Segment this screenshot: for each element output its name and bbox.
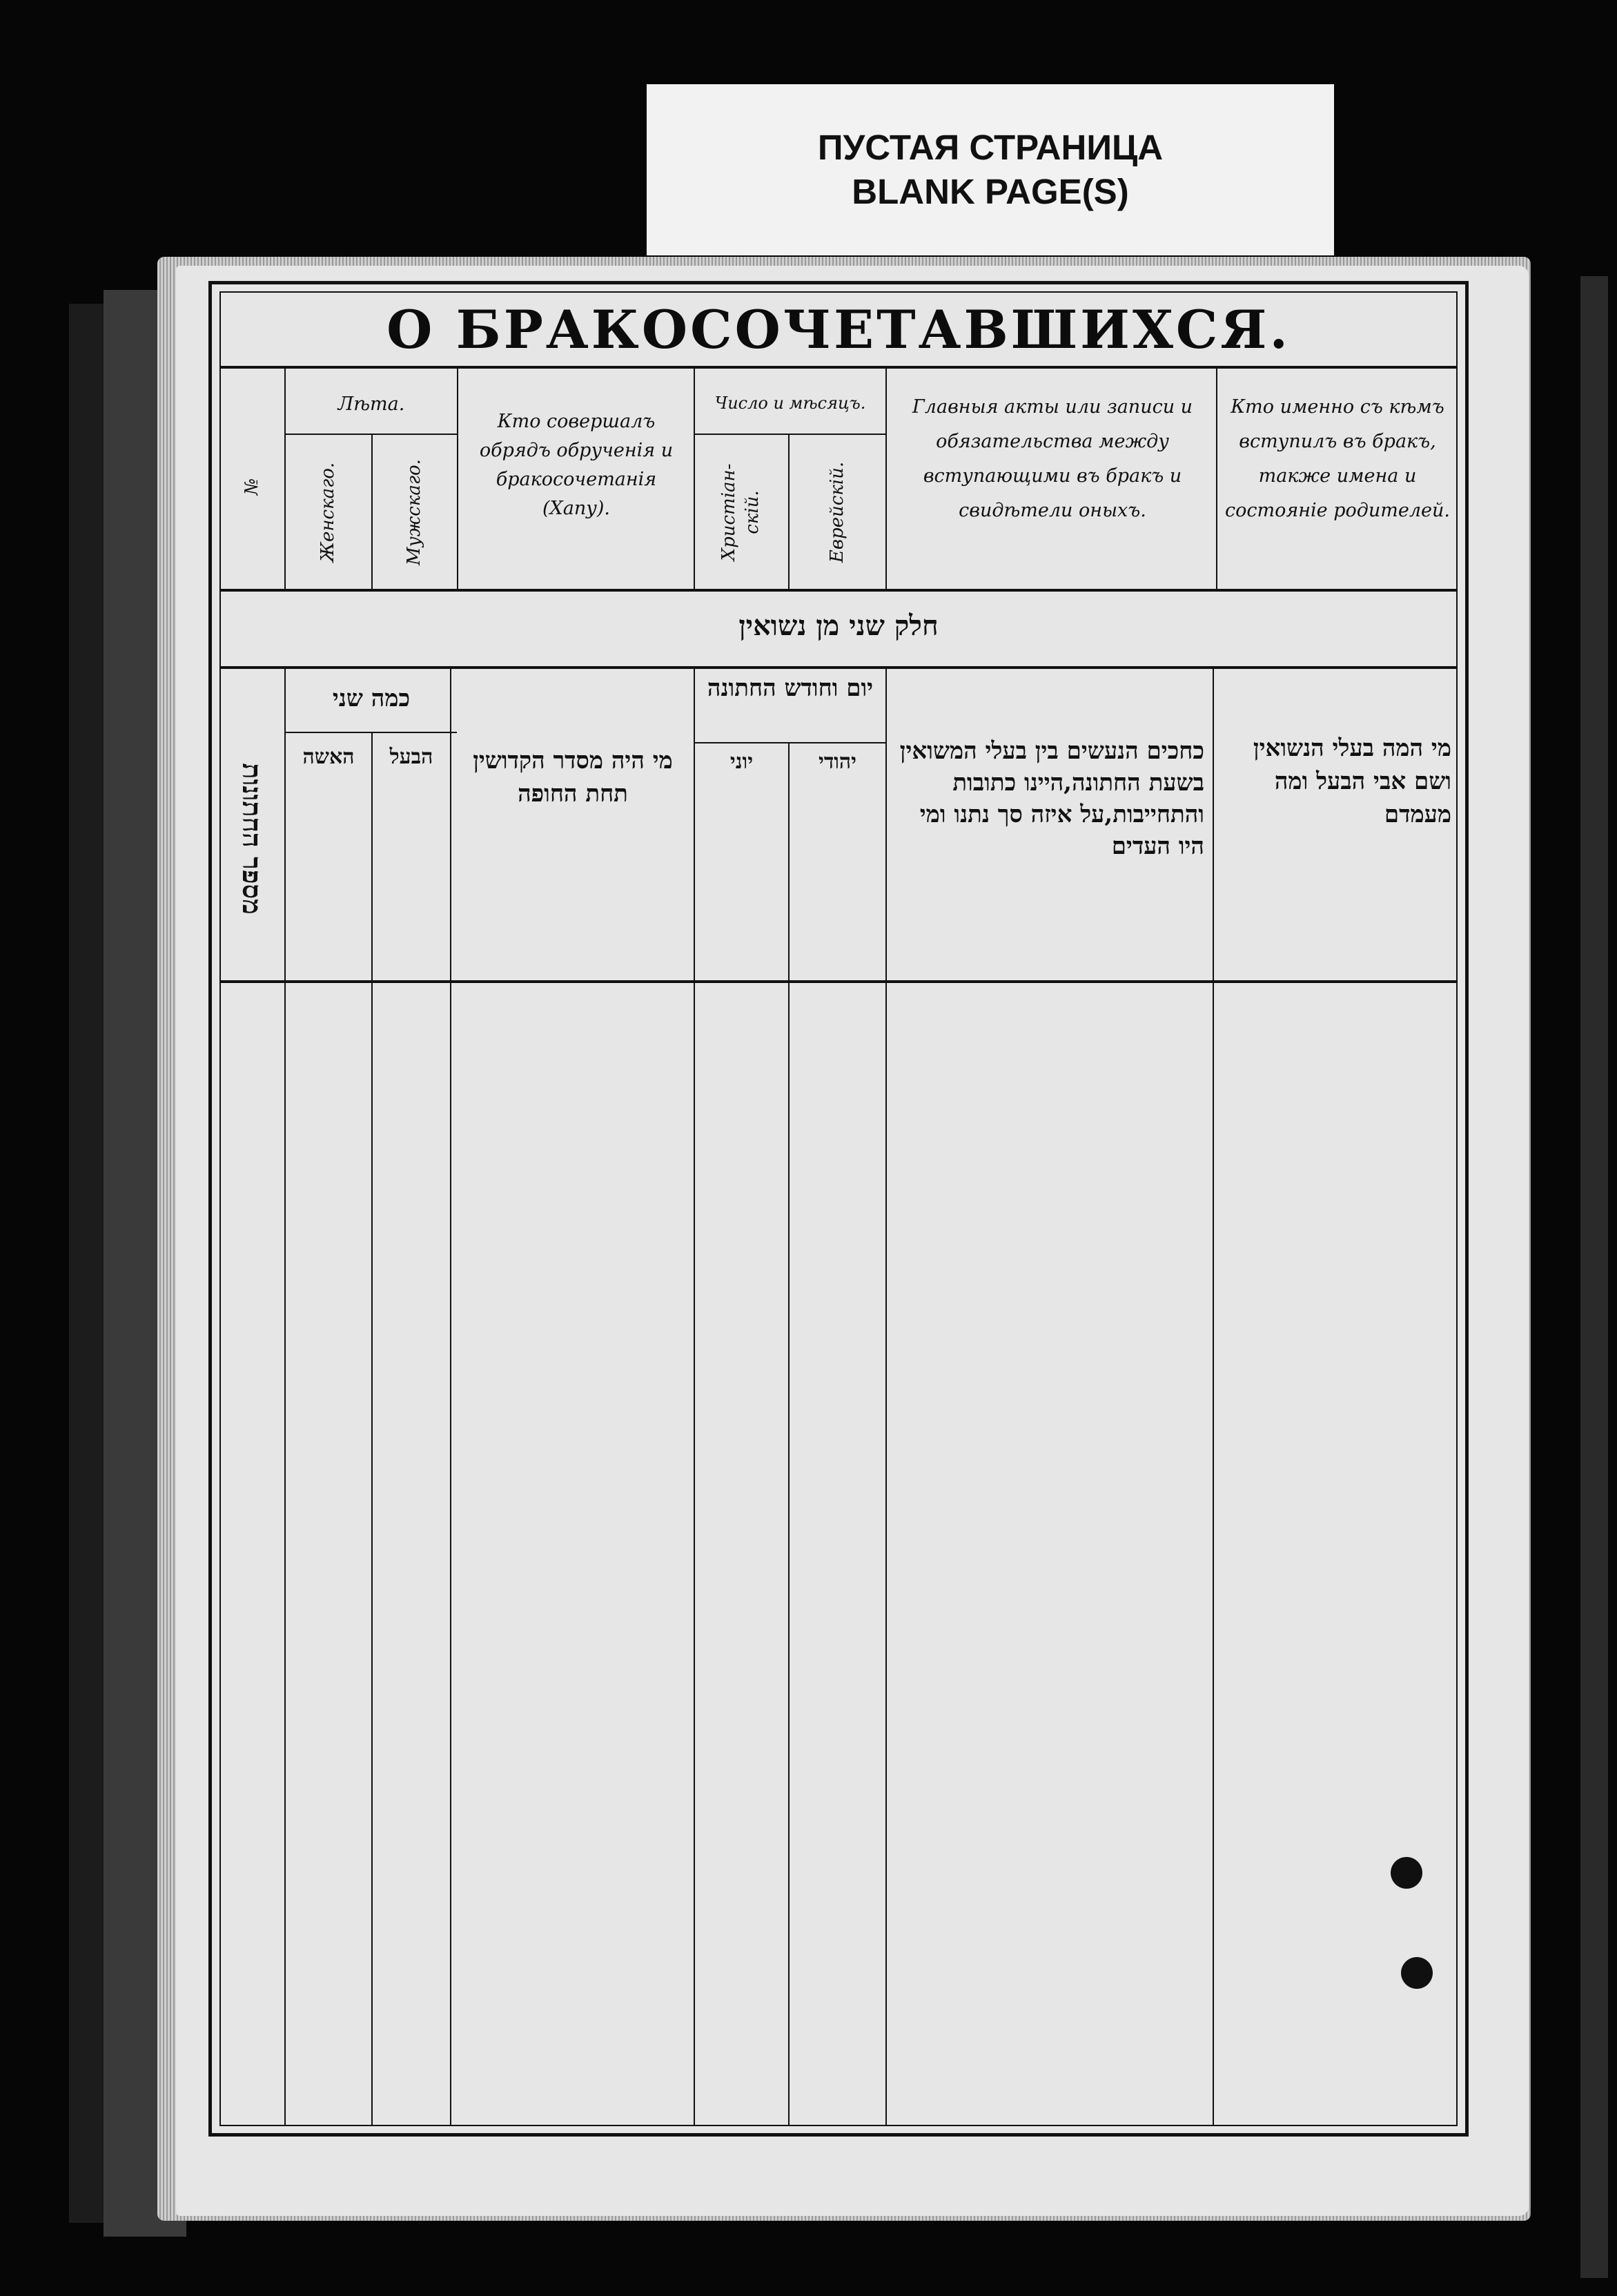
hebrew-header-ages: כמה שני xyxy=(332,685,411,712)
hebrew-section-title: חלק שני מן נשואין xyxy=(738,610,939,642)
col-rule-6-top xyxy=(885,367,887,589)
col-rule-7-top xyxy=(1216,367,1217,589)
col-rule-5 xyxy=(788,742,790,2126)
header-ages: Лѣта. xyxy=(337,393,405,415)
header-acts: Главныя акты или записи и обязательства между вступающими въ бракъ и свидѣтели оныхъ. xyxy=(912,396,1193,521)
hebrew-header-ages-female: האשה xyxy=(302,745,355,769)
blank-page-label-russian: ПУСТАЯ СТРАНИЦА xyxy=(817,128,1164,167)
header-number: № xyxy=(242,478,262,496)
header-ages-female: Женскаго. xyxy=(317,462,338,563)
col-rule-1 xyxy=(284,668,286,2126)
hebrew-header-number: מספר החתונות xyxy=(237,763,268,915)
header-date: Число и мѣсяцъ. xyxy=(714,393,866,413)
header-who: Кто именно съ кѣмъ вступилъ въ бракъ, также имена и состояніе родителей. xyxy=(1225,396,1450,521)
col-rule-7 xyxy=(1213,668,1214,2126)
hebrew-header-rule xyxy=(219,980,1458,983)
col-rule-2 xyxy=(371,732,373,2126)
header-officiant: Кто совершалъ обрядъ обрученія и бракосочетанія (Хапу). xyxy=(479,411,674,519)
hebrew-title-rule xyxy=(219,666,1458,669)
col-rule-3-top xyxy=(457,367,458,589)
table-inner-border xyxy=(219,291,1458,2126)
col-rule-6 xyxy=(885,668,887,2126)
header-date-christian: Христіан-скій. xyxy=(718,463,763,561)
col-rule-3 xyxy=(450,668,451,2126)
hebrew-date-subrule xyxy=(694,742,885,743)
russian-header-rule xyxy=(219,589,1458,592)
title-rule xyxy=(219,366,1458,369)
blank-page-label-english: BLANK PAGE(S) xyxy=(852,172,1129,211)
blank-page-label xyxy=(647,84,1334,255)
binding-hole xyxy=(1401,1957,1433,1989)
header-date-jewish: Еврейскій. xyxy=(827,461,847,563)
hebrew-header-date-jewish: יהודי xyxy=(818,750,857,774)
ages-subrule xyxy=(284,434,457,435)
header-ages-male: Мужскаго. xyxy=(404,459,424,565)
date-subrule xyxy=(694,434,885,435)
background-right-strip xyxy=(1580,276,1608,2278)
hebrew-header-who: מי המה בעלי הנשואין ושם אבי הבעל ומה מעמדם xyxy=(1253,734,1451,828)
hebrew-ages-subrule xyxy=(284,732,457,733)
hebrew-header-ages-male: הבעל xyxy=(389,745,433,769)
col-rule-2-top xyxy=(371,434,373,589)
page-title: О БРАКОСОЧЕТАВШИХСЯ. xyxy=(386,299,1291,360)
col-rule-4 xyxy=(694,668,695,2126)
col-rule-5-top xyxy=(788,434,790,589)
hebrew-header-officiant: מי היה מסדר הקדושין תחת החופה xyxy=(473,747,673,808)
hebrew-header-acts: כחכים הנעשים בין בעלי המשואין בשעת החתונה,היינו כתובות והתחייבות,על איזה סך נתנו ומי היו העדים xyxy=(899,737,1204,860)
binding-hole xyxy=(1391,1857,1422,1889)
hebrew-header-date: יום וחודש החתונה xyxy=(707,674,874,702)
hebrew-header-date-christian: יוני xyxy=(729,750,754,774)
